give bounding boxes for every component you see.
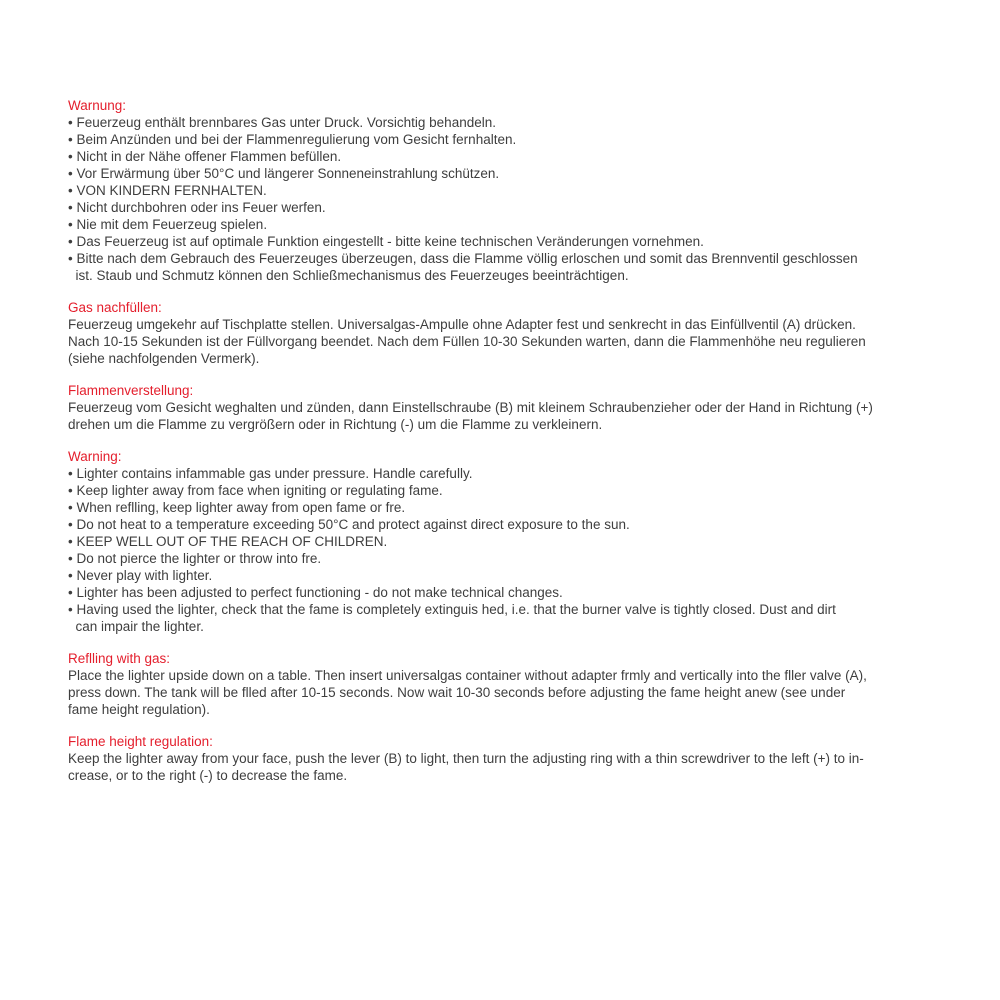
text-line: Feuerzeug vom Gesicht weghalten und zünden, dann Einstellschraube (B) mit kleinem Schraubenzieher oder der Hand in Richtung (+) xyxy=(68,400,873,415)
text-line: • Das Feuerzeug ist auf optimale Funktion eingestellt - bitte keine technischen Veränderungen vornehmen. xyxy=(68,234,704,249)
text-line: crease, or to the right (-) to decrease the fame. xyxy=(68,768,348,783)
text-line: • Lighter has been adjusted to perfect functioning - do not make technical changes. xyxy=(68,585,563,600)
section-heading: Warnung: xyxy=(68,98,127,113)
text-line: • Bitte nach dem Gebrauch des Feuerzeuges überzeugen, dass die Flamme völlig erloschen und somit das Brennventil geschlossen xyxy=(68,251,858,266)
text-line: • Lighter contains infammable gas under pressure. Handle carefully. xyxy=(68,466,473,481)
text-line: • Nicht durchbohren oder ins Feuer werfen. xyxy=(68,200,326,215)
text-line: • Beim Anzünden und bei der Flammenregulierung vom Gesicht fernhalten. xyxy=(68,132,517,147)
text-line: drehen um die Flamme zu vergrößern oder in Richtung (-) um die Flamme zu verkleinern. xyxy=(68,417,603,432)
section-heading: Flammenverstellung: xyxy=(68,383,194,398)
text-line: Place the lighter upside down on a table. Then insert universalgas container without adapter frmly and vertically into the fller valve (A), xyxy=(68,668,867,683)
text-line: • Do not pierce the lighter or throw into fre. xyxy=(68,551,322,566)
instruction-document xyxy=(68,97,948,799)
text-line: • Nicht in der Nähe offener Flammen befüllen. xyxy=(68,149,342,164)
section-heading: Warning: xyxy=(68,449,122,464)
text-line: • Feuerzeug enthält brennbares Gas unter Druck. Vorsichtig behandeln. xyxy=(68,115,496,130)
text-line: • VON KINDERN FERNHALTEN. xyxy=(68,183,267,198)
text-line: • Do not heat to a temperature exceeding 50°C and protect against direct exposure to the sun. xyxy=(68,517,630,532)
text-line: • Nie mit dem Feuerzeug spielen. xyxy=(68,217,268,232)
text-line: ist. Staub und Schmutz können den Schließmechanismus des Feuerzeuges beeinträchtigen. xyxy=(68,268,629,283)
text-line: • KEEP WELL OUT OF THE REACH OF CHILDREN. xyxy=(68,534,388,549)
section-2 xyxy=(68,299,948,367)
text-line: • Keep lighter away from face when igniting or regulating fame. xyxy=(68,483,443,498)
section-4 xyxy=(68,448,948,635)
section-3 xyxy=(68,382,948,433)
text-line: (siehe nachfolgenden Vermerk). xyxy=(68,351,260,366)
section-heading: Gas nachfüllen: xyxy=(68,300,162,315)
section-heading: Reflling with gas: xyxy=(68,651,171,666)
text-line: • When reflling, keep lighter away from open fame or fre. xyxy=(68,500,406,515)
text-line: Keep the lighter away from your face, push the lever (B) to light, then turn the adjusting ring with a thin screwdriver to the left (+) to in- xyxy=(68,751,864,766)
text-line: Nach 10-15 Sekunden ist der Füllvorgang beendet. Nach dem Füllen 10-30 Sekunden warten, dann die Flammenhöhe neu regulieren xyxy=(68,334,866,349)
text-line: press down. The tank will be flled after 10-15 seconds. Now wait 10-30 seconds before adjusting the fame height anew (see under xyxy=(68,685,846,700)
section-5 xyxy=(68,650,948,718)
text-line: • Vor Erwärmung über 50°C und längerer Sonneneinstrahlung schützen. xyxy=(68,166,500,181)
text-line: • Having used the lighter, check that the fame is completely extinguis hed, i.e. that the burner valve is tightly closed. Dust and dirt xyxy=(68,602,836,617)
section-heading: Flame height regulation: xyxy=(68,734,213,749)
text-line: fame height regulation). xyxy=(68,702,210,717)
text-line: Feuerzeug umgekehr auf Tischplatte stellen. Universalgas-Ampulle ohne Adapter fest und senkrecht in das Einfüllventil (A) drücken. xyxy=(68,317,856,332)
section-6 xyxy=(68,733,948,784)
section-1 xyxy=(68,97,948,284)
text-line: • Never play with lighter. xyxy=(68,568,213,583)
text-line: can impair the lighter. xyxy=(68,619,204,634)
